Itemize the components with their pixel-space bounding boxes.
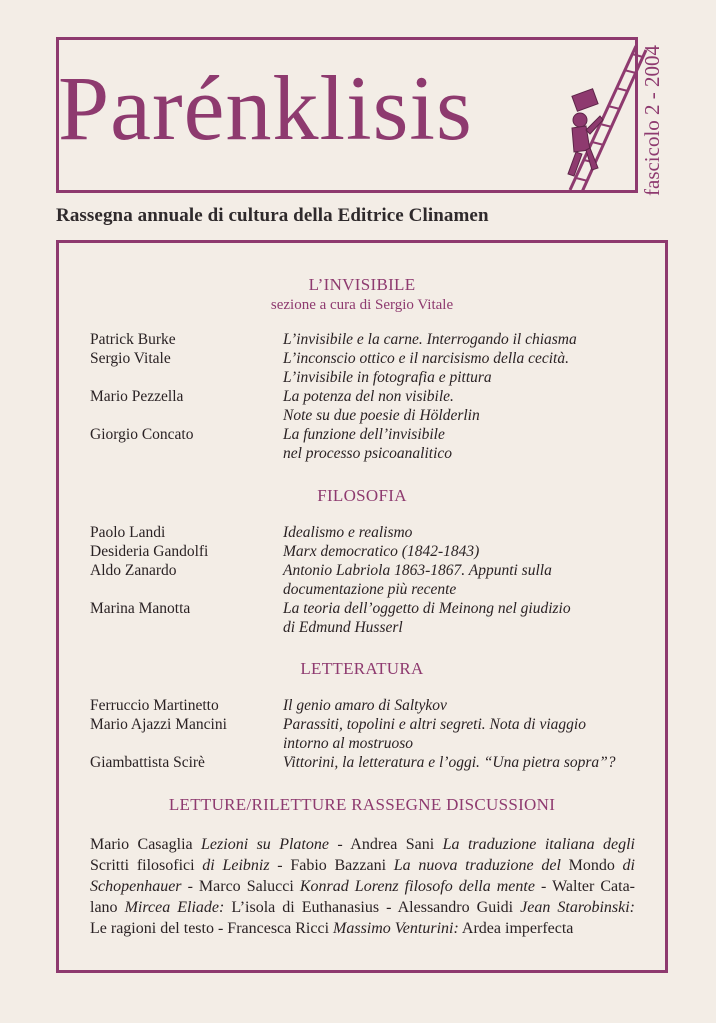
entry-author: Giambattista Scirè bbox=[90, 754, 205, 771]
entry-title bbox=[283, 600, 655, 637]
text-segment: Scritti filosofici bbox=[90, 857, 195, 874]
issue-label: fascicolo 2 - 2004 bbox=[640, 44, 664, 196]
entry-author: Paolo Landi bbox=[90, 524, 166, 541]
italic-segment: Massimo Venturini: bbox=[333, 920, 459, 937]
italic-segment: Jean Starobinski: bbox=[520, 899, 636, 916]
italic-segment: Schopenhauer bbox=[90, 878, 182, 895]
text-segment: lano bbox=[90, 899, 125, 916]
text-segment: - Andrea Sani bbox=[328, 836, 443, 853]
entry-title-line: Antonio Labriola 1863-1867. Appunti sulla bbox=[283, 562, 552, 579]
reviews-paragraph bbox=[90, 834, 635, 939]
entry-title-line: Parassiti, topolini e altri segreti. Nota di viaggio bbox=[283, 716, 586, 733]
entry-title bbox=[283, 524, 655, 543]
text-segment: Mondo bbox=[560, 857, 623, 874]
italic-segment: La traduzione italiana degli bbox=[442, 836, 636, 853]
reviews-line bbox=[90, 918, 635, 939]
entry-author: Giorgio Concato bbox=[90, 426, 194, 443]
italic-segment: La nuova traduzione del bbox=[393, 857, 561, 874]
section-heading: LETTURE/RILETTURE RASSEGNE DISCUSSIONI bbox=[168, 795, 556, 814]
entry-title-line: La potenza del non visibile. bbox=[283, 388, 454, 405]
entry-title bbox=[283, 331, 655, 350]
entry-title bbox=[283, 543, 655, 562]
entry-author: Mario Pezzella bbox=[90, 388, 184, 405]
italic-segment: Konrad Lorenz filosofo della mente bbox=[299, 878, 535, 895]
section-heading: LETTERATURA bbox=[300, 659, 424, 678]
section-subheading: sezione a cura di Sergio Vitale bbox=[270, 297, 454, 313]
entry-title bbox=[283, 697, 655, 716]
reviews-line bbox=[90, 834, 635, 855]
entry-title-line: L’invisibile e la carne. Interrogando il chiasma bbox=[283, 331, 577, 348]
entry-title-line: La teoria dell’oggetto di Meinong nel giudizio bbox=[283, 600, 571, 617]
italic-segment: di Leibniz bbox=[194, 857, 270, 874]
reviews-line bbox=[90, 897, 635, 918]
entry-author: Mario Ajazzi Mancini bbox=[90, 716, 227, 733]
entry-title-line: Note su due poesie di Hölderlin bbox=[283, 406, 480, 424]
masthead-title: Parénklisis bbox=[58, 57, 473, 159]
entry-title-line: L’inconscio ottico e il narcisismo della cecità. bbox=[283, 350, 569, 367]
ladder-climber-illustration bbox=[540, 42, 650, 192]
entry-author: Desideria Gandolfi bbox=[90, 543, 209, 560]
italic-segment: di bbox=[622, 857, 635, 874]
entry-title bbox=[283, 350, 655, 387]
entry-title-line: nel processo psicoanalitico bbox=[283, 444, 453, 462]
entry-title bbox=[283, 754, 655, 773]
entry-title-line: Il genio amaro di Saltykov bbox=[283, 697, 447, 714]
section-heading: L’INVISIBILE bbox=[308, 275, 416, 294]
entry-author: Sergio Vitale bbox=[90, 350, 171, 367]
reviews-line bbox=[90, 876, 635, 897]
entry-title-line: intorno al mostruoso bbox=[283, 734, 414, 752]
entry-title bbox=[283, 716, 655, 753]
entry-author: Patrick Burke bbox=[90, 331, 176, 348]
entry-author: Aldo Zanardo bbox=[90, 562, 177, 579]
italic-segment: Lezioni su Platone bbox=[201, 836, 329, 853]
entry-title-line: documentazione più recente bbox=[283, 580, 457, 598]
entry-title bbox=[283, 562, 655, 599]
text-segment: Le ragioni del testo - Francesca Ricci bbox=[90, 920, 334, 937]
text-segment: Mario Casaglia bbox=[90, 836, 202, 853]
entry-title-line: La funzione dell’invisibile bbox=[283, 426, 445, 443]
text-segment: - Fabio Bazzani bbox=[269, 857, 394, 874]
text-segment: L’isola di Euthanasius - Alessandro Guidi bbox=[224, 899, 521, 916]
entry-author: Ferruccio Martinetto bbox=[90, 697, 219, 714]
italic-segment: Mircea Eliade: bbox=[124, 899, 225, 916]
entry-title-line: Marx democratico (1842-1843) bbox=[283, 543, 480, 560]
entry-title-line: Idealismo e realismo bbox=[283, 524, 413, 541]
text-segment: Ardea imperfecta bbox=[458, 920, 574, 937]
entry-title bbox=[283, 388, 655, 425]
entry-title-line: Vittorini, la letteratura e l’oggi. “Una pietra sopra”? bbox=[283, 754, 616, 771]
masthead-subtitle: Rassegna annuale di cultura della Editrice Clinamen bbox=[56, 205, 489, 226]
reviews-line bbox=[90, 855, 635, 876]
text-segment: - Walter Cata- bbox=[534, 878, 636, 895]
text-segment: - Marco Salucci bbox=[181, 878, 300, 895]
entry-title bbox=[283, 426, 655, 463]
entry-title-line: di Edmund Husserl bbox=[283, 618, 403, 636]
entry-title-line: L’invisibile in fotografia e pittura bbox=[283, 368, 492, 386]
section-heading: FILOSOFIA bbox=[317, 486, 407, 505]
entry-author: Marina Manotta bbox=[90, 600, 191, 617]
